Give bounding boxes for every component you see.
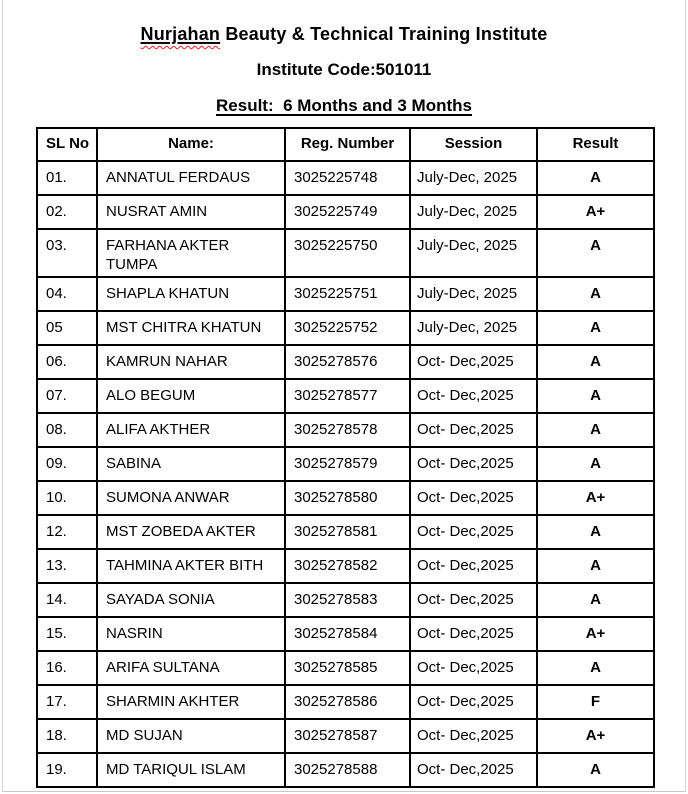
table-row: [37, 753, 654, 787]
cell-result: A: [537, 229, 654, 277]
cell-name: TAHMINA AKTER BITH: [97, 549, 285, 583]
table-row: [37, 515, 654, 549]
cell-result: A: [537, 345, 654, 379]
cell-session: Oct- Dec,2025: [410, 617, 537, 651]
cell-sl-no: 09.: [37, 447, 97, 481]
cell-reg-number: 3025225752: [285, 311, 410, 345]
cell-result: A: [537, 583, 654, 617]
cell-name: SHARMIN AKHTER: [97, 685, 285, 719]
cell-sl-no: 17.: [37, 685, 97, 719]
cell-name: SHAPLA KHATUN: [97, 277, 285, 311]
cell-reg-number: 3025278586: [285, 685, 410, 719]
cell-reg-number: 3025278581: [285, 515, 410, 549]
cell-reg-number: 3025278584: [285, 617, 410, 651]
cell-sl-no: 04.: [37, 277, 97, 311]
cell-name: MST CHITRA KHATUN: [97, 311, 285, 345]
result-heading: Result: 6 Months and 3 Months: [216, 96, 472, 115]
cell-sl-no: 07.: [37, 379, 97, 413]
table-row: [37, 345, 654, 379]
cell-sl-no: 15.: [37, 617, 97, 651]
cell-session: Oct- Dec,2025: [410, 651, 537, 685]
cell-result: A+: [537, 195, 654, 229]
header-result: Result: [537, 128, 654, 161]
cell-sl-no: 10.: [37, 481, 97, 515]
cell-reg-number: 3025278577: [285, 379, 410, 413]
cell-name: MD TARIQUL ISLAM: [97, 753, 285, 787]
cell-session: Oct- Dec,2025: [410, 549, 537, 583]
cell-name: SABINA: [97, 447, 285, 481]
cell-reg-number: 3025278582: [285, 549, 410, 583]
cell-session: Oct- Dec,2025: [410, 481, 537, 515]
cell-result: A: [537, 277, 654, 311]
cell-session: Oct- Dec,2025: [410, 753, 537, 787]
cell-reg-number: 3025278588: [285, 753, 410, 787]
cell-sl-no: 02.: [37, 195, 97, 229]
table-row: [37, 277, 654, 311]
cell-reg-number: 3025278585: [285, 651, 410, 685]
cell-result: A: [537, 311, 654, 345]
cell-result: A: [537, 753, 654, 787]
table-row: [37, 719, 654, 753]
cell-result: A: [537, 413, 654, 447]
results-table-header: [37, 128, 654, 161]
cell-session: Oct- Dec,2025: [410, 345, 537, 379]
cell-result: A+: [537, 617, 654, 651]
cell-name: NASRIN: [97, 617, 285, 651]
cell-name: NUSRAT AMIN: [97, 195, 285, 229]
institute-code-line: Institute Code:501011: [256, 60, 432, 79]
results-table-body: [37, 161, 654, 787]
cell-session: July-Dec, 2025: [410, 195, 537, 229]
cell-result: A: [537, 379, 654, 413]
cell-session: Oct- Dec,2025: [410, 583, 537, 617]
table-row: [37, 311, 654, 345]
table-row: [37, 617, 654, 651]
header-name: Name:: [97, 128, 285, 161]
cell-result: A: [537, 161, 654, 195]
table-row: [37, 447, 654, 481]
cell-name: FARHANA AKTER TUMPA: [97, 229, 285, 277]
cell-session: July-Dec, 2025: [410, 311, 537, 345]
cell-result: A: [537, 515, 654, 549]
cell-session: Oct- Dec,2025: [410, 379, 537, 413]
cell-name: ALIFA AKTHER: [97, 413, 285, 447]
cell-reg-number: 3025278579: [285, 447, 410, 481]
table-row: [37, 549, 654, 583]
table-row: [37, 481, 654, 515]
cell-sl-no: 08.: [37, 413, 97, 447]
table-row: [37, 379, 654, 413]
table-row: [37, 229, 654, 277]
cell-session: Oct- Dec,2025: [410, 447, 537, 481]
cell-name: SAYADA SONIA: [97, 583, 285, 617]
cell-sl-no: 12.: [37, 515, 97, 549]
cell-result: A: [537, 651, 654, 685]
cell-session: Oct- Dec,2025: [410, 719, 537, 753]
header-row: [37, 128, 654, 161]
spellcheck-underline: [141, 24, 221, 44]
cell-reg-number: 3025225751: [285, 277, 410, 311]
cell-sl-no: 19.: [37, 753, 97, 787]
cell-session: July-Dec, 2025: [410, 161, 537, 195]
table-row: [37, 413, 654, 447]
header-reg-number: Reg. Number: [285, 128, 410, 161]
cell-sl-no: 14.: [37, 583, 97, 617]
cell-session: July-Dec, 2025: [410, 277, 537, 311]
cell-name: MST ZOBEDA AKTER: [97, 515, 285, 549]
cell-reg-number: 3025225750: [285, 229, 410, 277]
cell-name: ARIFA SULTANA: [97, 651, 285, 685]
cell-session: Oct- Dec,2025: [410, 413, 537, 447]
cell-name: KAMRUN NAHAR: [97, 345, 285, 379]
title-rest: Beauty & Technical Training Institute: [220, 24, 548, 44]
cell-name: MD SUJAN: [97, 719, 285, 753]
cell-reg-number: 3025278578: [285, 413, 410, 447]
table-row: [37, 195, 654, 229]
cell-sl-no: 05: [37, 311, 97, 345]
cell-name: SUMONA ANWAR: [97, 481, 285, 515]
cell-sl-no: 16.: [37, 651, 97, 685]
cell-session: July-Dec, 2025: [410, 229, 537, 277]
header-session: Session: [410, 128, 537, 161]
results-table: [36, 127, 655, 788]
cell-reg-number: 3025278580: [285, 481, 410, 515]
header-sl-no: SL No: [37, 128, 97, 161]
cell-result: F: [537, 685, 654, 719]
table-row: [37, 161, 654, 195]
cell-name: ALO BEGUM: [97, 379, 285, 413]
table-row: [37, 651, 654, 685]
cell-result: A+: [537, 719, 654, 753]
cell-session: Oct- Dec,2025: [410, 515, 537, 549]
cell-reg-number: 3025278583: [285, 583, 410, 617]
table-row: [37, 685, 654, 719]
cell-sl-no: 03.: [37, 229, 97, 277]
cell-sl-no: 13.: [37, 549, 97, 583]
document-page: [2, 0, 686, 792]
table-row: [37, 583, 654, 617]
cell-result: A: [537, 447, 654, 481]
cell-name: ANNATUL FERDAUS: [97, 161, 285, 195]
cell-reg-number: 3025225749: [285, 195, 410, 229]
document-title: [3, 23, 685, 45]
cell-result: A+: [537, 481, 654, 515]
cell-reg-number: 3025278587: [285, 719, 410, 753]
cell-reg-number: 3025278576: [285, 345, 410, 379]
cell-sl-no: 06.: [37, 345, 97, 379]
cell-sl-no: 01.: [37, 161, 97, 195]
cell-session: Oct- Dec,2025: [410, 685, 537, 719]
cell-sl-no: 18.: [37, 719, 97, 753]
cell-reg-number: 3025225748: [285, 161, 410, 195]
cell-result: A: [537, 549, 654, 583]
title-misspelled-word: Nurjahan: [140, 24, 221, 44]
